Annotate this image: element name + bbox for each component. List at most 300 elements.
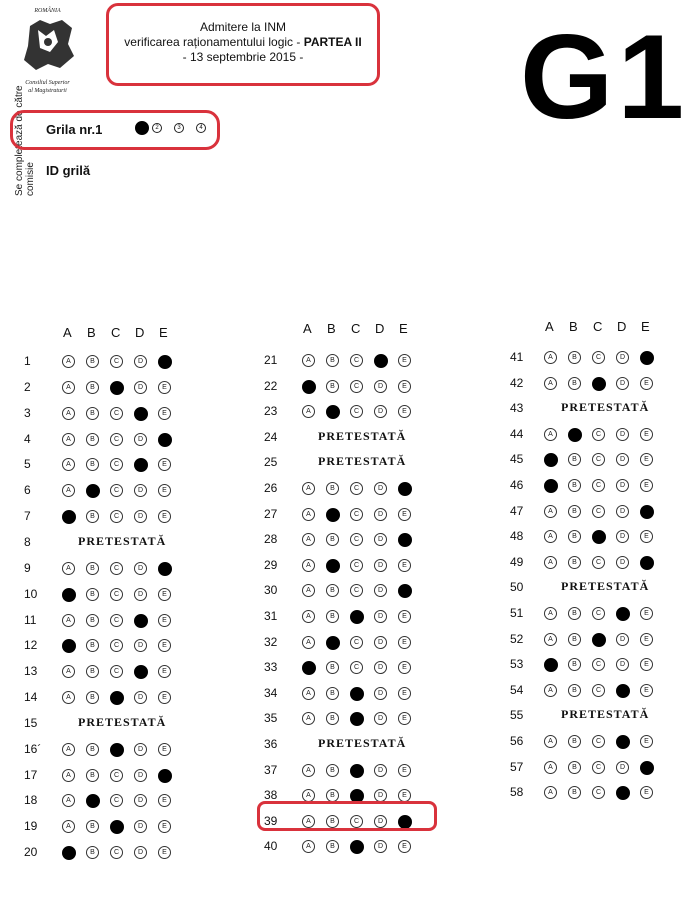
answer-bubble-b-filled[interactable] [86,794,100,808]
column-header-e: E [641,319,650,334]
answer-bubble-b[interactable]: B [326,764,339,777]
answer-bubble-e[interactable]: E [158,510,171,523]
answer-bubble-a[interactable]: A [302,533,315,546]
answer-bubble-d[interactable]: D [616,556,629,569]
answer-bubble-a[interactable]: A [302,354,315,367]
answer-bubble-c[interactable]: C [350,815,363,828]
answer-bubble-c[interactable]: C [592,786,605,799]
question-number: 55 [510,708,524,723]
answer-bubble-a[interactable]: A [302,405,315,418]
answer-bubble-b-filled[interactable] [326,636,340,650]
question-number: 4 [24,431,31,446]
answer-bubble-e[interactable]: E [640,377,653,390]
question-number: 5 [24,457,31,472]
answer-bubble-b[interactable]: B [86,407,99,420]
exam-part-label: PARTEA II [303,35,362,49]
answer-bubble-e-filled[interactable] [398,482,412,496]
answer-bubble-a-filled[interactable] [62,588,76,602]
answer-bubble-e[interactable]: E [158,691,171,704]
answer-bubble-a[interactable]: A [62,458,75,471]
answer-bubble-c[interactable]: C [110,458,123,471]
answer-bubble-a[interactable]: A [62,743,75,756]
answer-bubble-d-filled[interactable] [616,786,630,800]
answer-bubble-e[interactable]: E [640,428,653,441]
grila-option-4[interactable]: 4 [196,123,206,133]
answer-bubble-e[interactable]: E [398,687,411,700]
answer-bubble-e[interactable]: E [398,712,411,725]
answer-bubble-c-filled[interactable] [350,712,364,726]
answer-bubble-d-filled[interactable] [616,684,630,698]
answer-bubble-c[interactable]: C [592,351,605,364]
answer-bubble-e[interactable]: E [158,381,171,394]
answer-bubble-c-filled[interactable] [350,687,364,701]
answer-bubble-c[interactable]: C [350,354,363,367]
answer-bubble-d[interactable]: D [616,479,629,492]
answer-bubble-c[interactable]: C [110,562,123,575]
answer-bubble-c[interactable]: C [350,405,363,418]
answer-bubble-e[interactable]: E [640,453,653,466]
answer-bubble-b[interactable]: B [326,687,339,700]
answer-bubble-e-filled[interactable] [640,761,654,775]
answer-bubble-d-filled[interactable] [374,354,388,368]
answer-bubble-c[interactable]: C [350,559,363,572]
question-number: 14 [24,690,38,705]
answer-bubble-a[interactable]: A [302,815,315,828]
answer-bubble-c[interactable]: C [592,607,605,620]
question-number: 13 [24,664,38,679]
answer-bubble-a[interactable]: A [544,684,557,697]
answer-bubble-b[interactable]: B [86,820,99,833]
answer-bubble-c[interactable]: C [110,510,123,523]
answer-bubble-b[interactable]: B [86,458,99,471]
answer-bubble-a[interactable]: A [302,636,315,649]
column-header-b: B [87,325,96,340]
question-number: 50 [510,580,524,595]
answer-bubble-a[interactable]: A [62,433,75,446]
answer-bubble-e[interactable]: E [398,789,411,802]
answer-bubble-c[interactable]: C [110,665,123,678]
answer-bubble-b[interactable]: B [326,354,339,367]
answer-bubble-e-filled[interactable] [640,556,654,570]
answer-bubble-b[interactable]: B [568,607,581,620]
answer-bubble-d[interactable]: D [374,764,387,777]
answer-bubble-e[interactable]: E [640,684,653,697]
answer-bubble-d[interactable]: D [134,381,147,394]
answer-bubble-d[interactable]: D [134,639,147,652]
answer-bubble-b[interactable]: B [86,691,99,704]
answer-bubble-b[interactable]: B [326,584,339,597]
answer-bubble-b[interactable]: B [86,846,99,859]
answer-bubble-a[interactable]: A [544,377,557,390]
answer-bubble-b[interactable]: B [568,479,581,492]
answer-bubble-d[interactable]: D [616,428,629,441]
answer-bubble-b[interactable]: B [326,789,339,802]
answer-bubble-a[interactable]: A [62,407,75,420]
answer-bubble-d-filled[interactable] [134,407,148,421]
answer-bubble-e-filled[interactable] [640,505,654,519]
answer-bubble-d[interactable]: D [616,530,629,543]
answer-bubble-b[interactable]: B [86,743,99,756]
answer-bubble-a-filled[interactable] [62,639,76,653]
answer-bubble-b[interactable]: B [86,639,99,652]
answer-bubble-c[interactable]: C [110,433,123,446]
answer-bubble-a[interactable]: A [544,428,557,441]
answer-bubble-c-filled[interactable] [110,381,124,395]
answer-bubble-a[interactable]: A [302,687,315,700]
answer-bubble-d-filled[interactable] [616,735,630,749]
answer-bubble-d[interactable]: D [374,840,387,853]
question-number: 51 [510,606,524,620]
answer-bubble-e[interactable]: E [398,661,411,674]
answer-bubble-e[interactable]: E [640,633,653,646]
answer-bubble-b[interactable]: B [86,433,99,446]
answer-bubble-c-filled[interactable] [350,840,364,854]
answer-bubble-d[interactable]: D [374,687,387,700]
question-number: 35 [264,711,278,726]
question-number: 43 [510,401,524,416]
answer-bubble-a[interactable]: A [62,794,75,807]
answer-bubble-e[interactable]: E [158,665,171,678]
question-number: 11 [24,612,37,627]
answer-bubble-e-filled[interactable] [158,355,172,369]
answer-bubble-b[interactable]: B [326,533,339,546]
answer-bubble-b[interactable]: B [568,761,581,774]
answer-bubble-c-filled[interactable] [110,691,124,705]
answer-bubble-a[interactable]: A [62,484,75,497]
question-number: 7 [24,509,31,524]
pretested-label: PRETESTATĂ [78,533,167,548]
question-number: 24 [264,429,278,444]
answer-bubble-e[interactable]: E [158,743,171,756]
answer-bubble-b[interactable]: B [568,684,581,697]
answer-bubble-e[interactable]: E [158,639,171,652]
answer-bubble-b[interactable]: B [568,530,581,543]
answer-bubble-e-filled[interactable] [158,433,172,447]
answer-bubble-d[interactable]: D [616,761,629,774]
answer-bubble-a[interactable]: A [62,665,75,678]
grila-option-3[interactable]: 3 [174,123,184,133]
answer-bubble-a-filled[interactable] [544,453,558,467]
answer-bubble-b[interactable]: B [568,351,581,364]
answer-bubble-c[interactable]: C [110,846,123,859]
answer-bubble-e[interactable]: E [398,840,411,853]
answer-bubble-e[interactable]: E [398,405,411,418]
answer-bubble-a-filled[interactable] [302,661,316,675]
column-header-c: C [593,319,603,334]
answer-bubble-b[interactable]: B [568,505,581,518]
question-number: 32 [264,634,278,649]
question-number: 9 [24,560,31,575]
answer-bubble-a[interactable]: A [62,614,75,627]
question-number: 52 [510,631,524,646]
answer-bubble-e-filled[interactable] [398,584,412,598]
answer-bubble-b[interactable]: B [86,769,99,782]
answer-bubble-a[interactable]: A [302,584,315,597]
answer-bubble-b[interactable]: B [568,633,581,646]
answer-bubble-a-filled[interactable] [62,510,76,524]
answer-bubble-c[interactable]: C [592,428,605,441]
variant-code: G1 [520,10,689,144]
grila-option-1[interactable] [135,121,149,135]
exam-title-line1: Admitere la INM [199,20,287,34]
answer-bubble-c-filled[interactable] [592,530,606,544]
answer-bubble-e[interactable]: E [640,786,653,799]
answer-bubble-e[interactable]: E [158,458,171,471]
answer-bubble-a[interactable]: A [544,761,557,774]
answer-bubble-d[interactable]: D [616,633,629,646]
answer-bubble-d[interactable]: D [616,351,629,364]
answer-bubble-a[interactable]: A [302,712,315,725]
answer-bubble-e[interactable]: E [640,658,653,671]
answer-bubble-c[interactable]: C [350,380,363,393]
answer-bubble-d[interactable]: D [134,510,147,523]
answer-bubble-a[interactable]: A [62,355,75,368]
answer-bubble-a[interactable]: A [544,505,557,518]
answer-bubble-d[interactable]: D [616,505,629,518]
logo-top-text: ROMÂNIA [34,8,61,14]
answer-bubble-e[interactable]: E [158,794,171,807]
answer-bubble-c[interactable]: C [592,479,605,492]
answer-bubble-d[interactable]: D [616,377,629,390]
question-number: 30 [264,583,278,598]
answer-bubble-e[interactable]: E [640,530,653,543]
answer-bubble-b[interactable]: B [86,381,99,394]
answer-bubble-d[interactable]: D [374,610,387,623]
question-number: 54 [510,682,524,697]
answer-bubble-b[interactable]: B [568,786,581,799]
answer-bubble-c[interactable]: C [350,482,363,495]
answer-bubble-d[interactable]: D [616,453,629,466]
answer-bubble-b[interactable]: B [86,355,99,368]
answer-bubble-a[interactable]: A [62,769,75,782]
answer-bubble-c[interactable]: C [592,505,605,518]
answer-bubble-a[interactable]: A [544,633,557,646]
question-number: 29 [264,557,278,572]
answer-bubble-a[interactable]: A [302,559,315,572]
answer-bubble-d[interactable]: D [374,712,387,725]
answer-bubble-a[interactable]: A [62,691,75,704]
answer-bubble-a[interactable]: A [62,562,75,575]
question-number: 10 [24,586,38,601]
answer-bubble-c-filled[interactable] [110,743,124,757]
answer-bubble-d-filled[interactable] [134,458,148,472]
answer-bubble-d[interactable]: D [374,815,387,828]
answer-bubble-e-filled[interactable] [640,351,654,365]
answer-bubble-b-filled[interactable] [86,484,100,498]
answer-bubble-e[interactable]: E [158,484,171,497]
answer-bubble-e[interactable]: E [398,508,411,521]
answer-bubble-a[interactable]: A [302,482,315,495]
answer-bubble-d[interactable]: D [134,846,147,859]
logo-bottom-text-1: Consiliul Superior [25,80,70,86]
answer-bubble-a[interactable]: A [302,508,315,521]
answer-bubble-a[interactable]: A [544,786,557,799]
answer-bubble-a[interactable]: A [302,789,315,802]
answer-bubble-a-filled[interactable] [302,380,316,394]
answer-bubble-b[interactable]: B [326,661,339,674]
answer-bubble-b-filled[interactable] [326,508,340,522]
pretested-label: PRETESTATĂ [561,707,650,722]
answer-bubble-c[interactable]: C [110,355,123,368]
answer-bubble-c[interactable]: C [350,533,363,546]
answer-bubble-c[interactable]: C [350,661,363,674]
crest-icon [10,16,85,78]
answer-bubble-a[interactable]: A [62,381,75,394]
answer-bubble-d[interactable]: D [374,380,387,393]
answer-bubble-b[interactable]: B [326,815,339,828]
answer-bubble-c[interactable]: C [350,636,363,649]
answer-bubble-c[interactable]: C [110,407,123,420]
answer-bubble-e[interactable]: E [158,588,171,601]
question-number: 16´ [24,741,42,756]
answer-bubble-c[interactable]: C [350,508,363,521]
answer-bubble-d[interactable]: D [374,559,387,572]
question-number: 28 [264,532,278,547]
answer-bubble-e[interactable]: E [158,846,171,859]
answer-bubble-e[interactable]: E [158,614,171,627]
answer-bubble-c[interactable]: C [110,639,123,652]
answer-bubble-e[interactable]: E [398,764,411,777]
answer-bubble-c[interactable]: C [592,453,605,466]
answer-bubble-d[interactable]: D [374,636,387,649]
answer-bubble-c[interactable]: C [110,794,123,807]
answer-bubble-d[interactable]: D [374,533,387,546]
exam-title-box [106,3,380,86]
answer-bubble-a[interactable]: A [544,607,557,620]
answer-bubble-e[interactable]: E [640,607,653,620]
answer-bubble-e-filled[interactable] [158,769,172,783]
answer-bubble-c-filled[interactable] [350,764,364,778]
answer-bubble-a[interactable]: A [62,820,75,833]
answer-bubble-a-filled[interactable] [544,479,558,493]
answer-bubble-d[interactable]: D [374,789,387,802]
answer-bubble-c[interactable]: C [592,556,605,569]
answer-bubble-d[interactable]: D [374,405,387,418]
question-number: 40 [264,839,278,854]
answer-bubble-e[interactable]: E [398,610,411,623]
answer-bubble-e[interactable]: E [398,380,411,393]
answer-bubble-e[interactable]: E [158,820,171,833]
answer-bubble-a-filled[interactable] [544,658,558,672]
answer-bubble-d[interactable]: D [134,433,147,446]
answer-bubble-d[interactable]: D [134,691,147,704]
answer-bubble-a[interactable]: A [544,735,557,748]
answer-bubble-c[interactable]: C [592,684,605,697]
answer-bubble-b[interactable]: B [86,588,99,601]
answer-bubble-e[interactable]: E [398,559,411,572]
answer-bubble-b-filled[interactable] [326,405,340,419]
answer-bubble-b-filled[interactable] [568,428,582,442]
answer-bubble-b[interactable]: B [86,562,99,575]
answer-bubble-b[interactable]: B [326,482,339,495]
answer-bubble-d[interactable]: D [374,508,387,521]
grila-option-2[interactable]: 2 [152,123,162,133]
answer-bubble-c[interactable]: C [110,484,123,497]
answer-bubble-a[interactable]: A [302,610,315,623]
answer-bubble-d[interactable]: D [134,794,147,807]
column-header-b: B [327,321,336,336]
question-number: 46 [510,478,524,492]
answer-bubble-b-filled[interactable] [326,559,340,573]
answer-bubble-a[interactable]: A [302,840,315,853]
answer-bubble-a[interactable]: A [302,764,315,777]
answer-bubble-d[interactable]: D [134,769,147,782]
answer-bubble-b[interactable]: B [568,658,581,671]
answer-bubble-b[interactable]: B [86,614,99,627]
answer-bubble-e[interactable]: E [640,735,653,748]
answer-bubble-a[interactable]: A [544,351,557,364]
answer-bubble-c[interactable]: C [110,769,123,782]
question-number: 12 [24,638,38,653]
column-header-a: A [545,319,554,334]
answer-bubble-c-filled[interactable] [350,610,364,624]
answer-bubble-b[interactable]: B [86,510,99,523]
column-header-e: E [399,321,408,336]
answer-bubble-d[interactable]: D [134,562,147,575]
answer-bubble-c-filled[interactable] [592,377,606,391]
answer-bubble-d[interactable]: D [374,661,387,674]
answer-bubble-d[interactable]: D [134,820,147,833]
answer-bubble-d-filled[interactable] [134,665,148,679]
question-number: 27 [264,506,278,521]
grila-highlight-box [10,110,220,150]
answer-bubble-d-filled[interactable] [134,614,148,628]
answer-bubble-c-filled[interactable] [592,633,606,647]
answer-bubble-e[interactable]: E [398,636,411,649]
answer-bubble-b[interactable]: B [568,377,581,390]
answer-bubble-c[interactable]: C [110,614,123,627]
answer-bubble-b[interactable]: B [568,556,581,569]
answer-bubble-d[interactable]: D [374,482,387,495]
answer-bubble-e-filled[interactable] [158,562,172,576]
answer-bubble-d[interactable]: D [616,658,629,671]
answer-bubble-a[interactable]: A [544,530,557,543]
question-number: 39 [264,813,278,828]
question-number: 26 [264,481,278,495]
answer-bubble-d[interactable]: D [374,584,387,597]
answer-bubble-b[interactable]: B [568,453,581,466]
answer-bubble-d[interactable]: D [134,484,147,497]
answer-bubble-a-filled[interactable] [62,846,76,860]
answer-bubble-e[interactable]: E [398,354,411,367]
answer-bubble-b[interactable]: B [86,665,99,678]
answer-bubble-c[interactable]: C [350,584,363,597]
answer-bubble-b[interactable]: B [326,380,339,393]
question-number: 21 [264,353,278,367]
answer-bubble-b[interactable]: B [326,712,339,725]
answer-bubble-a[interactable]: A [544,556,557,569]
answer-bubble-c[interactable]: C [592,658,605,671]
answer-bubble-b[interactable]: B [326,610,339,623]
question-number: 56 [510,734,524,748]
answer-bubble-c[interactable]: C [592,761,605,774]
answer-bubble-e[interactable]: E [158,407,171,420]
answer-bubble-c-filled[interactable] [110,820,124,834]
question-number: 41 [510,350,524,364]
answer-bubble-e[interactable]: E [640,479,653,492]
pretested-label: PRETESTATĂ [318,454,407,469]
answer-bubble-c[interactable]: C [110,588,123,601]
answer-bubble-e-filled[interactable] [398,533,412,547]
answer-bubble-d[interactable]: D [134,743,147,756]
answer-bubble-b[interactable]: B [568,735,581,748]
answer-bubble-d[interactable]: D [134,355,147,368]
pretested-label: PRETESTATĂ [318,736,407,750]
answer-bubble-d-filled[interactable] [616,607,630,621]
answer-bubble-b[interactable]: B [326,840,339,853]
answer-bubble-d[interactable]: D [134,588,147,601]
answer-bubble-c[interactable]: C [592,735,605,748]
